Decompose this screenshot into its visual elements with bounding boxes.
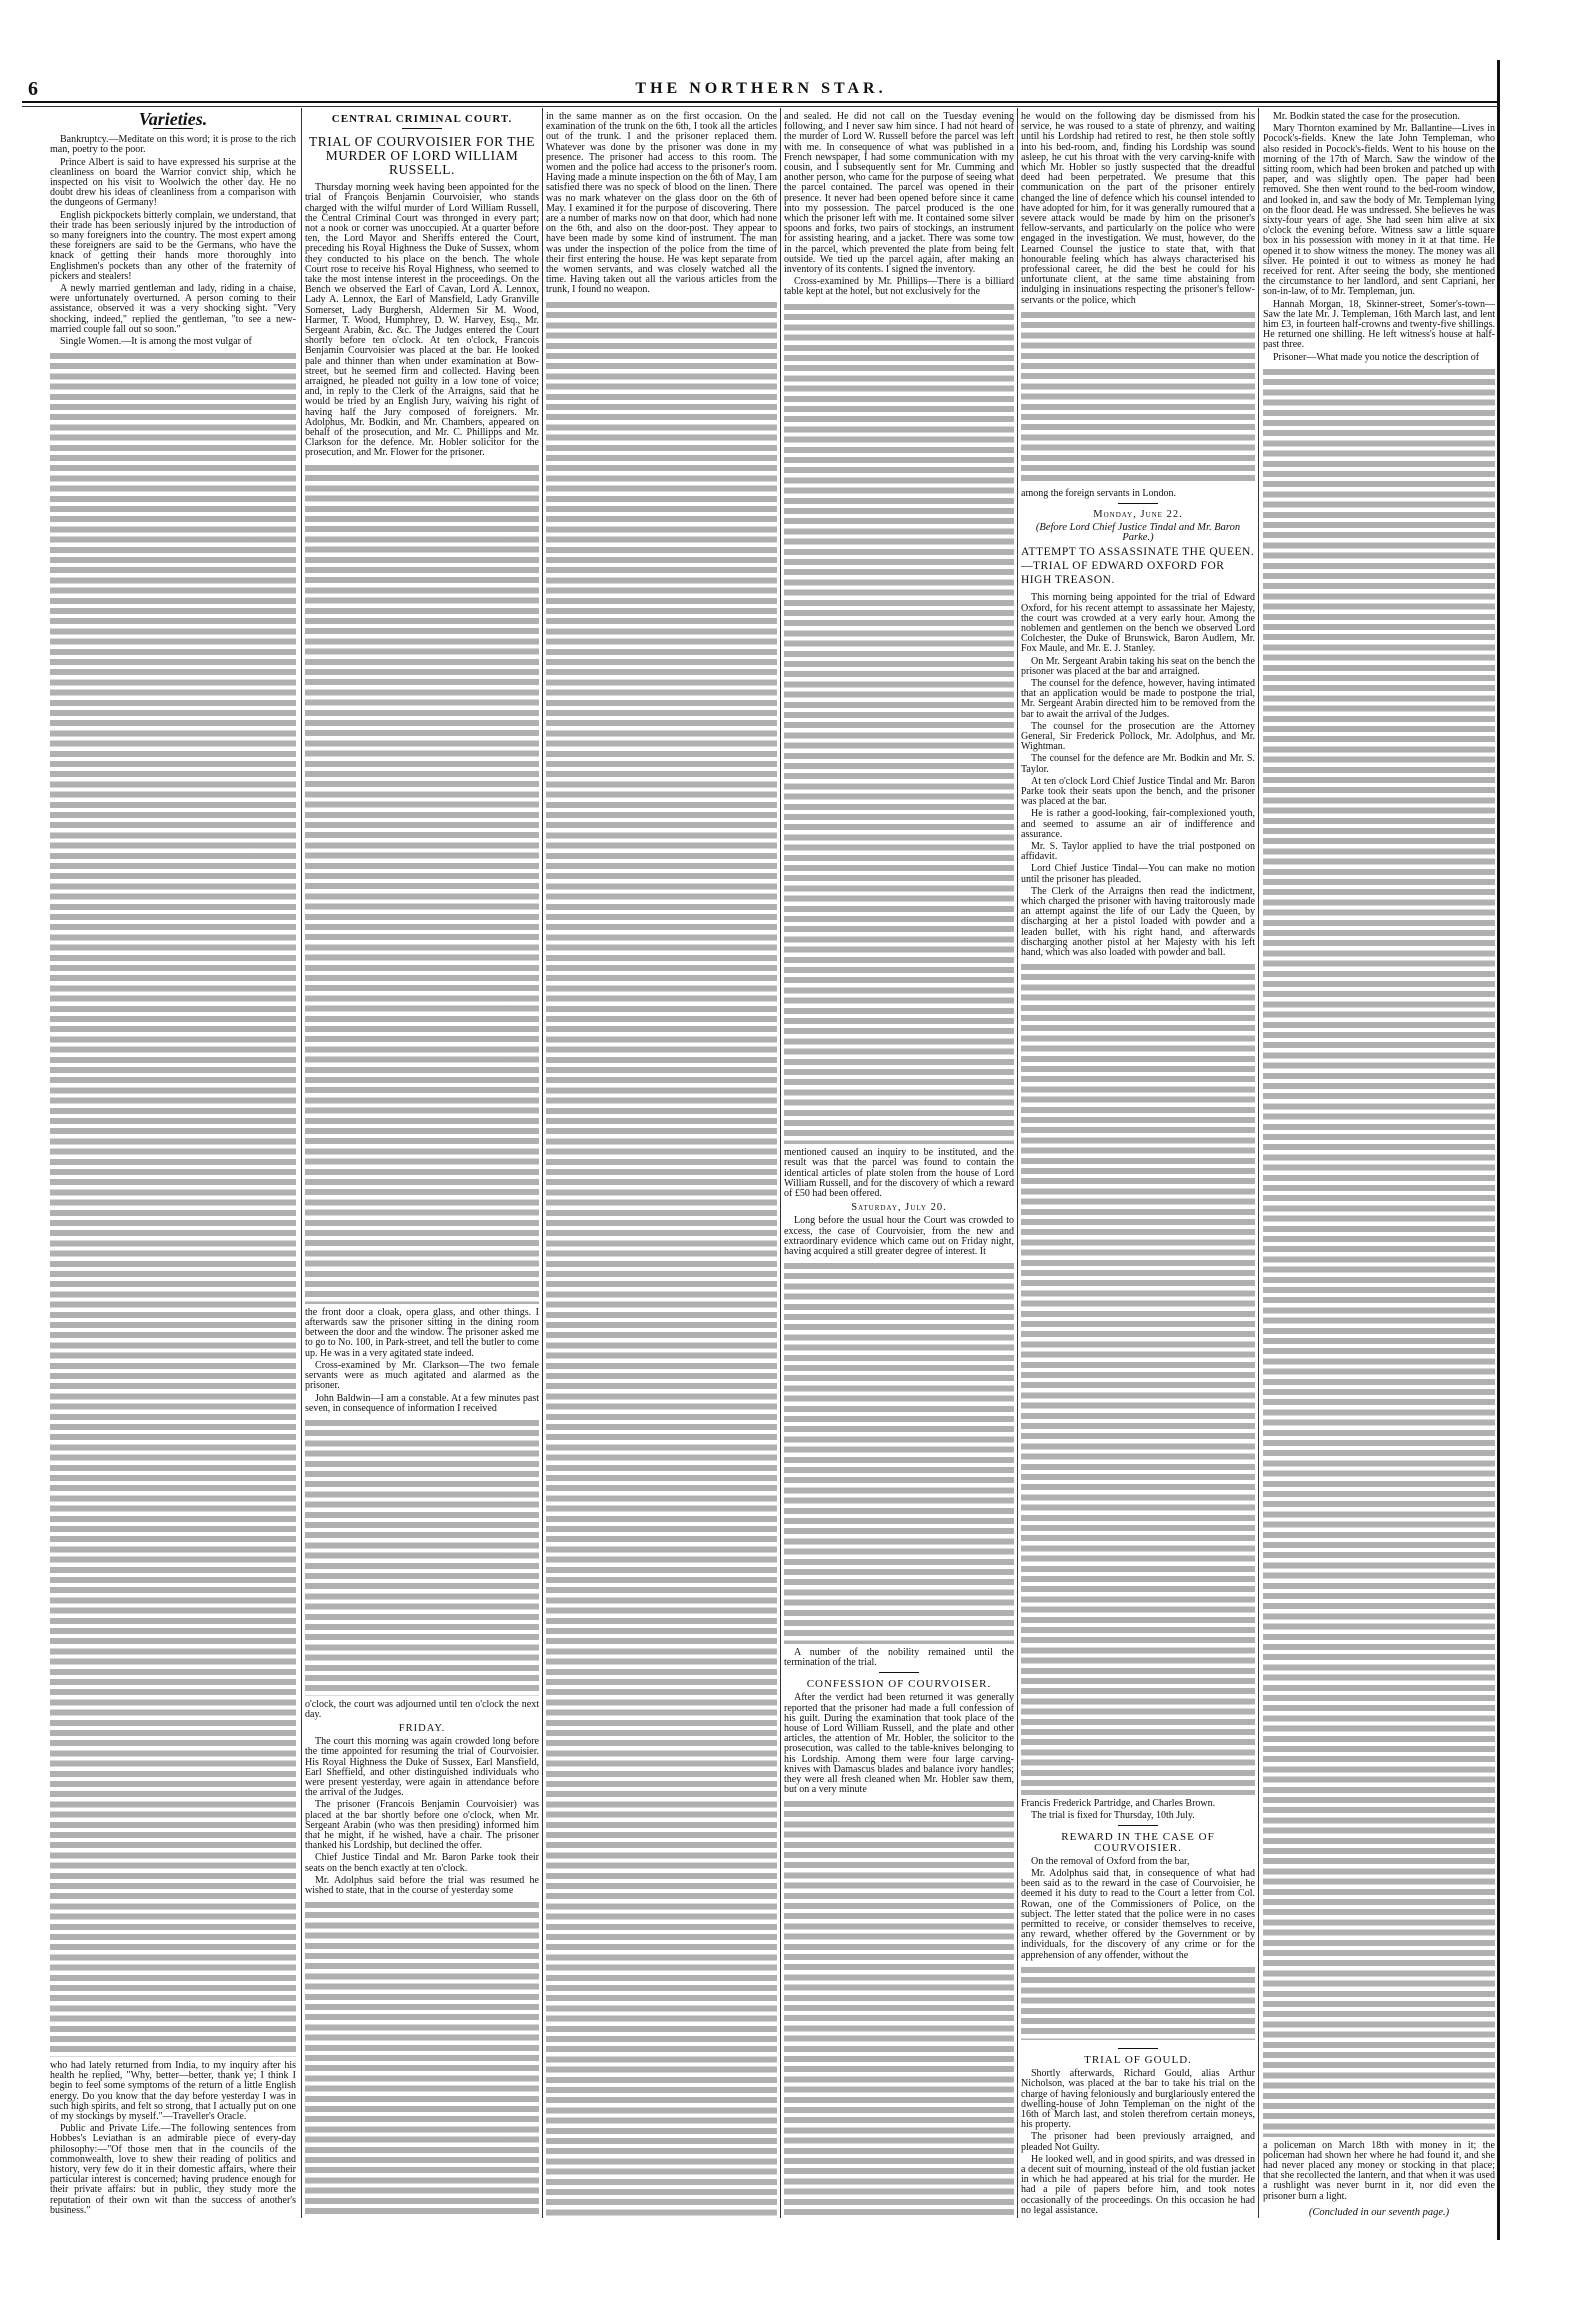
article-paragraph: Cross-examined by Mr. Clarkson—The two female servants were as much agitated and alarmed as the prisoner. bbox=[305, 1359, 539, 1392]
article-paragraph: After the verdict had been returned it was generally reported that the prisoner had made a full confession of his guilt. During the examination that took place of the house of Lord William Russell, and the plate and other articles, the attention of Mr. Hobler, the solicitor to the prosecution, was called to the table-knives belonging to his Lordship. Among them were four large carving-knives with Damascus blades and balance ivory handles; they were all fresh cleaned when Mr. Hobler saw them, but on a very minute bbox=[784, 1692, 1014, 1796]
article-paragraph: Francis Frederick Partridge, and Charles Brown. bbox=[1021, 1797, 1216, 1809]
text-body bbox=[1021, 964, 1255, 1795]
masthead bbox=[22, 78, 1500, 102]
text-body bbox=[784, 304, 1014, 1145]
text-body bbox=[784, 1801, 1014, 2218]
saturday-section bbox=[784, 1146, 1014, 1261]
article-paragraph: The court this morning was again crowded long before the time appointed for resuming the trial of Courvoisier. His Royal Highness the Duke of Sussex, Earl Mansfield, Earl Sheffield, and other distinguished individuals who were present yesterday, were again in attendance before the arrival of the Judges. bbox=[305, 1736, 539, 1799]
article-continuation bbox=[1021, 110, 1255, 310]
article-paragraph: Mr. Bodkin stated the case for the prosecution. bbox=[1273, 111, 1460, 122]
gould-trial-end bbox=[1263, 2139, 1495, 2220]
section-heading: CENTRAL CRIMINAL COURT. bbox=[331, 113, 513, 125]
article-paragraph: A number of the nobility remained until the termination of the trial. bbox=[784, 1646, 1014, 1669]
article-paragraph: he would on the following day be dismissed from his service, he was roused to a state of phrenzy, and waiting until his Lordship had retired to rest, he then stole softly into his bed-room, and, finding his Lordship was sound asleep, he cut his throat with the very carving-knife with which Mr. Hobler so justly suspected that the dreadful deed had been perpetrated. We presume that this communication on the part of the prisoner entirely changed the line of defence which his counsel intended to have adopted for him, for it was generally rumoured that a severe attack would be made by him on the prisoner's fellow-servants, and particularly on the police who were engaged in the investigation. We must, however, do the Learned Counsel the justice to state that, with that honourable feeling which has always characterised his professional career, he did the best he could for his unfortunate client, at the same time abstaining from indulging in insinuations respecting the prisoner's fellow-servants or the police, which bbox=[1021, 111, 1255, 306]
article-paragraph: Prince Albert is said to have expressed his surprise at the cleanliness on board the Warrior convict ship, which he inspected on his visit to Woolwich the other day. He no doubt drew his ideas of cleanliness from a comparison with the dungeons of Germany! bbox=[50, 156, 296, 209]
article-paragraph: He is rather a good-looking, fair-complexioned youth, and seemed to assume an air of indifference and assurance. bbox=[1021, 808, 1255, 840]
article-paragraph: The counsel for the defence, however, having intimated that an application would be made to postpone the trial, Mr. Sergeant Arabin directed him to be removed from the bar to await the arrival of the Judges. bbox=[1021, 678, 1255, 720]
article-paragraph: Public and Private Life.—The following sentences from Hobbes's Leviathan is an admirable piece of every-day philosophy:—"Of those men that in the councils of the commonwealth, love to shew their reading of politics and history, very few do it in their domestic affairs, where their particular interest is concerned; having prudence enough for their private affairs: but in public, they study more the reputation of their own wit than the success of another's business." bbox=[50, 2123, 296, 2216]
article-title: ATTEMPT TO ASSASSINATE THE QUEEN.—TRIAL OF EDWARD OXFORD FOR HIGH TREASON. bbox=[1021, 546, 1255, 587]
gould-trial-continuation bbox=[1263, 110, 1495, 367]
confession-section bbox=[784, 1646, 1014, 1800]
page-edge-bar bbox=[1497, 60, 1500, 2240]
courvoisier-trial-section bbox=[305, 110, 539, 463]
article-paragraph: The trial is fixed for Thursday, 10th July. bbox=[1031, 1810, 1195, 1822]
continued-note: (Concluded in our seventh page.) bbox=[1308, 2206, 1450, 2218]
text-body bbox=[1021, 312, 1255, 485]
text-body bbox=[50, 353, 296, 2057]
article-paragraph: The counsel for the defence are Mr. Bodkin and Mr. S. Taylor. bbox=[1021, 753, 1255, 775]
article-paragraph: This morning being appointed for the trial of Edward Oxford, for his recent attempt to assassinate her Majesty, the court was crowded at a very early hour. Among the noblemen and gentlemen on the bench we observed Lord Colchester, the Duke of Brunswick, Baron Audlem, Mr. Fox Maule, and Mr. E. J. Stanley. bbox=[1021, 592, 1255, 655]
newspaper-title: THE NORTHERN STAR. bbox=[635, 80, 887, 97]
article-continuation bbox=[546, 110, 777, 300]
article-title: TRIAL OF COURVOISIER FOR THE MURDER OF LORD WILLIAM RUSSELL. bbox=[309, 134, 535, 178]
day-heading: FRIDAY. bbox=[398, 1723, 446, 1735]
article-paragraph: Single Women.—It is among the most vulgar of bbox=[60, 336, 252, 348]
column-rule bbox=[1017, 108, 1018, 2218]
divider bbox=[402, 128, 442, 129]
article-paragraph: Thursday morning week having been appointed for the trial of François Benjamin Courvoisier, who stands charged with the wilful murder of Lord William Russell, the Central Criminal Court was thronged in every part; not a nook or corner was unoccupied. At a quarter before ten, the Lord Mayor and Sheriffs entered the Court, preceding his Royal Highness the Duke of Sussex, whom they conducted to his place on the bench. The whole Court rose to receive his Royal Highness, who seemed to take the most intense interest in the proceedings. On the Bench we observed the Earl of Cavan, Lord A. Lennox, Lady A. Lennox, the Earl of Mansfield, Lady Granville Somerset, Lady Burghersh, Aldermen Sir M. Wood, Harmer, T. Wood, Humphrey, D. W. Harvey, Esq., Mr. Sergeant Arabin, &c. &c. The Judges entered the Court shortly before ten o'clock. At ten o'clock, Francois Benjamin Courvoisier was placed at the bar. He looked pale and thinner than when under examination at Bow-street, but he seemed firm and collected. Having been arraigned, he pleaded not guilty in a low tone of voice; and, in reply to the Clerk of the Arraigns, said that he would be tried by an English Jury, waiving his right of having half the Jury composed of foreigners. Mr. Adolphus, Mr. Bodkin, and Mr. Chambers, appeared on behalf of the prosecution, and Mr. C. Phillipps and Mr. Clarkson for the defence. Mr. Hobler solicitor for the prosecution, and Mr. Flower for the prisoner. bbox=[305, 182, 539, 459]
article-paragraph: Shortly afterwards, Richard Gould, alias Arthur Nicholson, was placed at the bar to take his trial on the charge of having feloniously and burglariously entered the dwelling-house of John Templeman on the night of the 16th of March last, and stolen therefrom certain moneys, his property. bbox=[1021, 2068, 1255, 2131]
article-paragraph: Mr. Adolphus said before the trial was resumed he wished to state, that in the course of yesterday some bbox=[305, 1874, 539, 1897]
article-paragraph: Hannah Morgan, 18, Skinner-street, Somer's-town—Saw the late Mr. J. Templeman, 16th March last, and lent him £3, in fourteen half-crowns and twenty-five shillings. He returned one shilling. He left witness's house at half-past three. bbox=[1263, 298, 1495, 351]
article-paragraph: a policeman on March 18th with money in it; the policeman had shown her where he had found it, and she had never placed any money or stocking in that place; that she recollected the lantern, and that when it was used a rushlight was never burnt in it, nor did even the prisoner burn a light. bbox=[1263, 2139, 1495, 2202]
article-paragraph: among the foreign servants in London. bbox=[1021, 487, 1176, 499]
section-heading: REWARD IN THE CASE OF COURVOISIER. bbox=[1061, 1831, 1215, 1854]
masthead-rule bbox=[22, 101, 1500, 107]
divider bbox=[1118, 2048, 1158, 2049]
article-paragraph: At ten o'clock Lord Chief Justice Tindal and Mr. Baron Parke took their seats upon the bench, and the prisoner was placed at the bar. bbox=[1021, 775, 1255, 808]
column-3 bbox=[546, 110, 777, 2220]
article-paragraph: The prisoner had been previously arraigned, and pleaded Not Guilty. bbox=[1021, 2131, 1255, 2153]
page-number: 6 bbox=[28, 78, 38, 100]
column-rule bbox=[542, 108, 543, 2218]
column-6 bbox=[1263, 110, 1495, 2220]
day-heading: Saturday, July 20. bbox=[851, 1202, 947, 1214]
column-4 bbox=[784, 110, 1014, 2220]
divider bbox=[1118, 503, 1158, 504]
column-5 bbox=[1021, 110, 1255, 2220]
column-court bbox=[305, 110, 539, 2220]
divider bbox=[879, 1672, 919, 1673]
reward-section bbox=[1021, 1797, 1255, 1965]
article-paragraph: Bankruptcy.—Meditate on this word; it is prose to the rich man, poetry to the poor. bbox=[50, 134, 296, 156]
varieties-section bbox=[50, 110, 296, 351]
text-body bbox=[305, 1420, 539, 1696]
article-paragraph: who had lately returned from India, to my inquiry after his health he replied, "Why, better—better, thank ye; I think I begin to feel some symptoms of the return of a little English energy. Do you know that the day before yesterday I was in such high spirits, and felt so strong, that I actually put on one of my stockings by myself."—Traveller's Oracle. bbox=[50, 2059, 296, 2122]
text-body bbox=[1021, 1967, 1255, 2040]
article-paragraph: Chief Justice Tindal and Mr. Baron Parke took their seats on the bench exactly at ten o'clock. bbox=[305, 1852, 539, 1874]
article-paragraph: On Mr. Sergeant Arabin taking his seat on the bench the prisoner was placed at the bar and arraigned. bbox=[1021, 655, 1255, 677]
text-body bbox=[305, 465, 539, 1304]
article-paragraph: A newly married gentleman and lady, riding in a chaise, were unfortunately overturned. A person coming to their assistance, observed it was a very shocking sight. "Very shocking, indeed," replied the gentleman, "to see a new-married couple fall out so soon." bbox=[50, 283, 296, 335]
text-body bbox=[305, 1902, 539, 2218]
day-heading: Monday, June 22. bbox=[1093, 508, 1183, 520]
article-paragraph: The prisoner (Francois Benjamin Courvoisier) was placed at the bar shortly before one o'clock, when Mr. Sergeant Arabin (who was then presiding) informed him that he might, if he wished, have a chair. The prisoner thanked his Lordship, but declined the offer. bbox=[305, 1799, 539, 1852]
varieties-heading: Varieties. bbox=[138, 110, 208, 129]
divider bbox=[1118, 1825, 1158, 1826]
judges-note: (Before Lord Chief Justice Tindal and Mr. Baron Parke.) bbox=[1035, 521, 1241, 544]
column-rule bbox=[1258, 108, 1259, 2218]
column-rule bbox=[301, 108, 302, 2218]
article-paragraph: John Baldwin—I am a constable. At a few minutes past seven, in consequence of information I received bbox=[305, 1392, 539, 1414]
column-varieties bbox=[50, 110, 296, 2220]
oxford-trial-section bbox=[1021, 487, 1255, 963]
article-continuation bbox=[784, 110, 1014, 302]
varieties-end bbox=[50, 2059, 296, 2220]
article-paragraph: He looked well, and in good spirits, and was dressed in a decent suit of mourning, instead of the old fustian jacket in which he had appeared at his trial for the murder. He had a pile of papers before him, and took notes occasionally of the proceedings. On this occasion he had no legal assistance. bbox=[1021, 2153, 1255, 2216]
article-paragraph: The Clerk of the Arraigns then read the indictment, which charged the prisoner with having traitorously made an attempt against the life of our Lady the Queen, by discharging at her a pistol loaded with powder and a leaden bullet, with his right hand, and afterwards discharging another pistol at her Majesty with his left hand, which was also loaded with powder and ball. bbox=[1021, 885, 1255, 959]
article-paragraph: and sealed. He did not call on the Tuesday evening following, and I never saw him since. I had not heard of the murder of Lord W. Russell before the parcel was left with me. In consequence of what was published in a French newspaper, I had some communication with my cousin, and I subsequently sent for Mr. Cumming and another person, who came for the purpose of seeing what the parcel contained. The parcel was opened in their presence. It never had been opened before since it came into my possession. The parcel produced is the one which the prisoner left with me. It contained some silver spoons and forks, two pairs of stockings, an instrument for assisting hearing, and a jacket. There was some tow in the parcel, which prevented the plate from being felt outside. We tied up the parcel again, after making an inventory of its contents. I signed the inventory. bbox=[784, 111, 1014, 276]
article-paragraph: The counsel for the prosecution are the Attorney General, Sir Frederick Pollock, Mr. Adolphus, and Mr. Wightman. bbox=[1021, 720, 1255, 753]
text-body bbox=[784, 1263, 1014, 1644]
article-paragraph: Mary Thornton examined by Mr. Ballantine—Lives in Pocock's-fields. Knew the late John Templeman, who also resided in Pocock's-fields. Went to his house on the morning of the 17th of March. Saw the window of the sitting room, which had been broken and patched up with paper, and was slightly open. The paper had been removed. She then went round to the bed-room window, and looked in, and saw the body of Mr. Templeman lying on the floor dead. He was undressed. She believes he was sixty-four years of age. She had seen him alive at six o'clock the evening before. Witness saw a little square box in his possession with money in it at that time. He opened it to show witness the money. The money was all silver. He pointed it out to witness as money he had received for rent. After seeing the body, she mentioned the circumstance to her landlord, and sent Capriani, her son-in-law, of to Mr. Templeman, jun. bbox=[1263, 123, 1495, 298]
column-rule bbox=[780, 108, 781, 2218]
article-paragraph: Long before the usual hour the Court was crowded to excess, the case of Courvoisier, from the new and extraordinary evidence which came out on Friday night, having acquired a still greater degree of interest. It bbox=[784, 1215, 1014, 1258]
article-paragraph: o'clock, the court was adjourned until ten o'clock the next day. bbox=[305, 1698, 539, 1720]
article-paragraph: Mr. S. Taylor applied to have the trial postponed on affidavit. bbox=[1021, 841, 1255, 863]
article-paragraph: On the removal of Oxford from the bar, bbox=[1031, 1855, 1190, 1867]
section-heading: TRIAL OF GOULD. bbox=[1084, 2053, 1192, 2066]
section-heading: CONFESSION OF COURVOISER. bbox=[806, 1678, 992, 1691]
article-paragraph: the front door a cloak, opera glass, and other things. I afterwards saw the prisoner sitting in the dining room between the door and the window. The prisoner asked me to go to No. 100, in Park-street, and tell the butler to come up. He was in a very agitated state indeed. bbox=[305, 1306, 539, 1359]
article-paragraph: Cross-examined by Mr. Phillips—There is a billiard table kept at the hotel, but not exclusively for the bbox=[784, 276, 1014, 298]
article-paragraph: in the same manner as on the first occasion. On the examination of the trunk on the 6th, I took all the articles out of the trunk. I and the prisoner replaced them. Whatever was done by the prisoner was done in my presence. The prisoner had access to this room. The women and the police had access to the prisoner's room. Having made a minute inspection on the 6th of May, I am satisfied there was no speck of blood on the linen. There was no mark whatever on the glass door on the 6th of May. I examined it for the purpose of discovering. There are a number of marks now on that door, which had none on the 6th, and also on the door-post. They appear to have been made by some kind of instrument. The man was under the inspection of the police from the time of their first entering the house. He was kept separate from the women servants, and was closely watched all the time. Having taken out all the various articles from the trunk, I found no weapon. bbox=[546, 111, 777, 296]
article-paragraph: Lord Chief Justice Tindal—You can make no motion until the prisoner has pleaded. bbox=[1021, 863, 1255, 885]
text-body bbox=[1263, 369, 1495, 2137]
friday-section bbox=[305, 1698, 539, 1901]
article-paragraph: English pickpockets bitterly complain, we understand, that their trade has been seriously injured by the introduction of so many foreigners into the country. The most expert among these foreigners are said to be the Germans, who have the knack of getting their hands more thoroughly into Englishmen's pockets than any other of the fraternity of pickers and stealers! bbox=[50, 209, 296, 282]
article-paragraph: Mr. Adolphus said that, in consequence of what had been said as to the reward in the case of Courvoisier, he deemed it his duty to read to the Court a letter from Col. Rowan, one of the Commissioners of Police, on the subject. The letter stated that the police were in no cases permitted to receive, or consider themselves to receive, any reward, whether offered by the Government or by individuals, for the discovery of any crime or for the apprehension of any offender, without the bbox=[1021, 1867, 1255, 1961]
article-paragraph: mentioned caused an inquiry to be instituted, and the result was that the parcel was found to contain the identical articles of plate stolen from the house of Lord William Russell, and for the discovery of which a reward of £50 had been offered. bbox=[784, 1147, 1014, 1200]
text-body bbox=[546, 302, 777, 2218]
article-continuation bbox=[305, 1306, 539, 1418]
article-paragraph: Prisoner—What made you notice the description of bbox=[1273, 351, 1480, 363]
gould-trial-section bbox=[1021, 2042, 1255, 2220]
